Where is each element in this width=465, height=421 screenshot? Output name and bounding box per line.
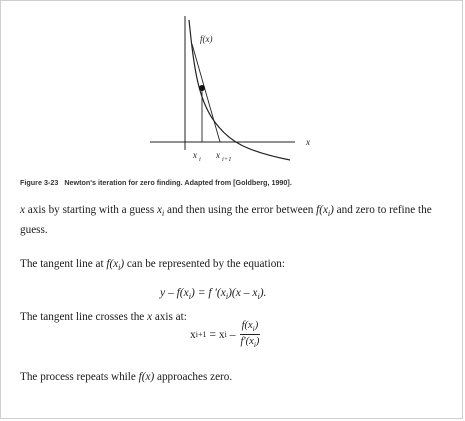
x-word: x [20,204,25,216]
paragraph-2 [20,256,450,276]
p1-text-3: and zero to refine the guess. [20,204,432,236]
newton-update-equation [190,320,261,349]
eq2-den-text: f′(x [240,336,254,347]
eq2-lhs: x [190,328,196,341]
p2-fx-sub: i [118,263,121,272]
fx-sub: i [327,209,331,218]
newton-diagram [130,8,340,176]
paragraph-1 [20,202,450,238]
p4-fx: f(x) [138,371,155,383]
p1-text-2: and then using the error between [164,204,317,216]
eq2-x: x [218,328,225,341]
p3-text-1: The tangent line crosses the [20,311,148,323]
p3-x-word: x [147,311,153,323]
p3-text-2: axis at: [152,311,187,323]
paragraph-4 [20,369,450,385]
guess-x: x [157,204,162,216]
curve-point [199,85,205,91]
tangent-equation [160,287,266,301]
eq1-rhs: )(x – x [228,287,258,299]
xi-sub: i [199,156,201,163]
eq1-lhs-sub: i [188,292,191,301]
p2-fx: f(x [106,258,119,270]
eq1-mid-sub: i [225,292,229,301]
fx-label: f(x) [200,34,213,44]
eq2-fraction [238,320,261,349]
figure-caption [20,178,450,187]
fx-close: ) [330,204,334,216]
eq1-lhs: y – f(x [160,287,189,299]
newton-figure [130,8,340,176]
eq1-mid: ) = f ′(x [190,287,226,299]
p4-text-2: approaches zero. [154,371,233,383]
eq2-lhs-sub: i+1 [195,330,207,339]
p2-text-2: can be represented by the equation: [124,258,286,270]
p2-text-1: The tangent line at [20,258,107,270]
xi-label: x [193,150,197,160]
p2-fx-close: ) [120,258,125,270]
p4-text-1: The process repeats while [20,371,139,383]
fx-term: f(x [316,204,328,216]
eq2-numerator [240,320,261,335]
eq2-num-sub: i [252,324,255,333]
eq2-x-sub: i [224,330,227,339]
caption-number: Figure 3-23 [20,178,59,187]
p1-text-1: axis by starting with a guess [24,204,158,216]
eq2-minus: – [226,328,236,341]
caption-text: Newton's iteration for zero finding. Adapted from [Goldberg, 1990]. [64,178,292,187]
eq2-num-close: ) [254,320,259,331]
eq2-denominator [238,335,261,349]
eq1-end: ). [259,287,267,299]
x-axis-label: x [306,137,310,147]
eq1-rhs-sub: i [257,292,260,301]
xi1-label: x [216,150,220,160]
xi1-sub: i+1 [222,156,232,163]
eq2-den-close: ) [255,336,260,347]
guess-sub: i [162,209,165,218]
eq2-den-sub: i [253,340,256,349]
tangent-line [192,44,220,142]
eq2-num-text: f(x [241,320,253,331]
eq2-equals: = [206,328,219,341]
